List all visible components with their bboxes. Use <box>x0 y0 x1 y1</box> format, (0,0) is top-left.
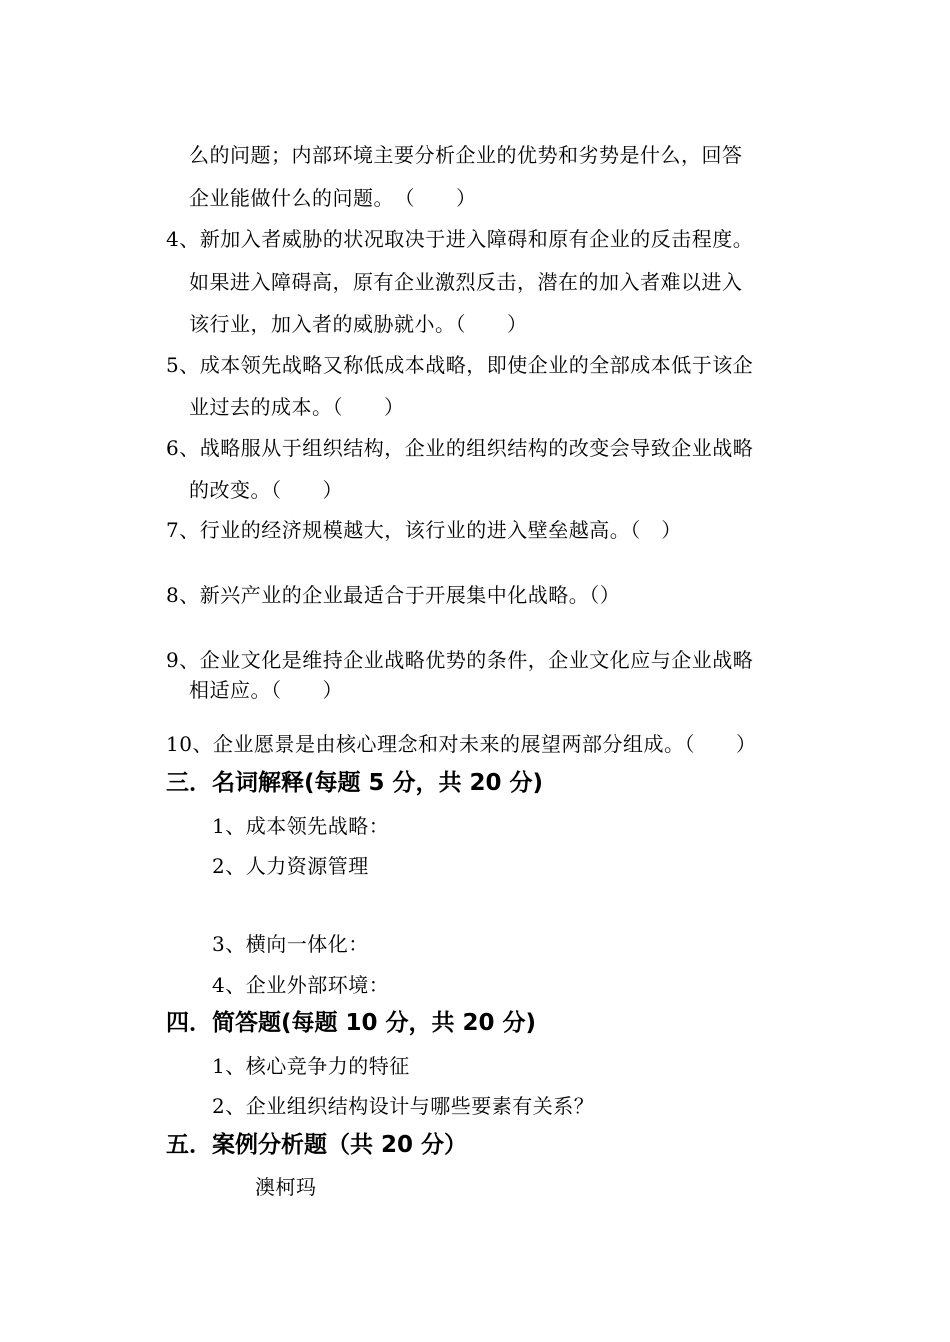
question-8: 8、新兴产业的企业最适合于开展集中化战略。（） <box>166 583 621 607</box>
question-5-line-2: 业过去的成本。（ ） <box>189 395 405 419</box>
section-4-heading: 四．简答题(每题 10 分，共 20 分) <box>166 1010 537 1036</box>
case-title: 澳柯玛 <box>255 1175 317 1199</box>
section-3-item-4: 4、企业外部环境： <box>212 973 390 997</box>
question-4-line-2: 如果进入障碍高，原有企业激烈反击，潜在的加入者难以进入 <box>189 270 743 294</box>
question-9-line-1: 9、企业文化是维持企业战略优势的条件，企业文化应与企业战略 <box>166 648 754 672</box>
section-4-item-2: 2、企业组织结构设计与哪些要素有关系？ <box>212 1094 595 1118</box>
section-3-item-2: 2、人力资源管理 <box>212 854 369 878</box>
section-5-heading: 五．案例分析题（共 20 分） <box>166 1132 468 1158</box>
question-7: 7、行业的经济规模越大，该行业的进入壁垒越高。（ ） <box>166 518 682 542</box>
question-5-line-1: 5、成本领先战略又称低成本战略，即使企业的全部成本低于该企 <box>166 353 754 377</box>
question-4-line-1: 4、新加入者威胁的状况取决于进入障碍和原有企业的反击程度。 <box>166 227 754 251</box>
question-9-line-2: 相适应。（ ） <box>189 678 343 702</box>
section-3-item-1: 1、成本领先战略： <box>212 814 390 838</box>
question-4-line-3: 该行业，加入者的威胁就小。（ ） <box>189 312 528 336</box>
question-6-line-2: 的改变。（ ） <box>189 478 343 502</box>
question-6-line-1: 6、战略服从于组织结构，企业的组织结构的改变会导致企业战略 <box>166 436 754 460</box>
question-10: 10、企业愿景是由核心理念和对未来的展望两部分组成。（ ） <box>166 732 757 756</box>
question-3-continuation-line-1: 么的问题；内部环境主要分析企业的优势和劣势是什么，回答 <box>189 143 743 167</box>
section-3-item-3: 3、横向一体化： <box>212 932 369 956</box>
question-3-continuation-line-2: 企业能做什么的问题。 （ ） <box>189 186 477 210</box>
section-4-item-1: 1、核心竞争力的特征 <box>212 1054 410 1078</box>
section-3-heading: 三．名词解释(每题 5 分，共 20 分) <box>166 770 544 796</box>
